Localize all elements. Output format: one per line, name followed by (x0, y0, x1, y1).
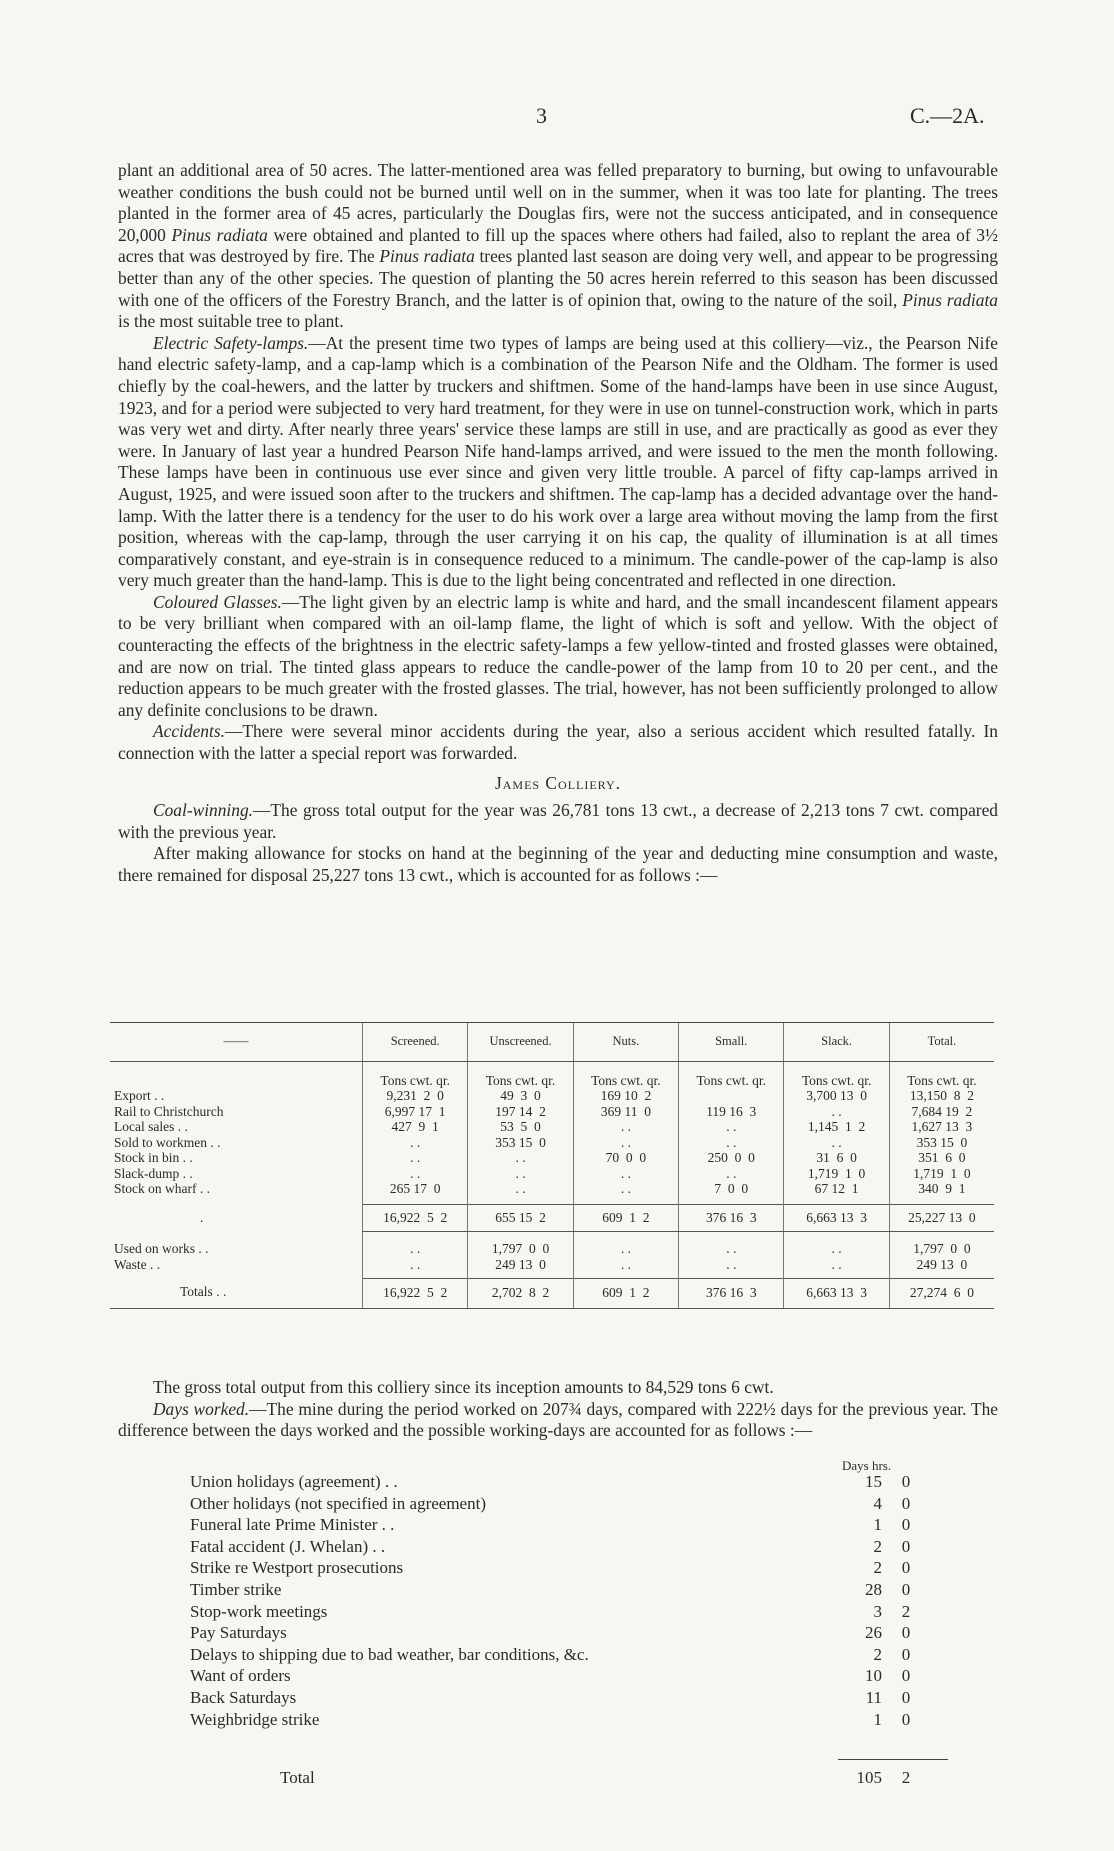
days-value: 2 (873, 1644, 882, 1664)
hours-value: 2 (901, 1601, 911, 1621)
text-run: trees planted last season are doing very well, and appear to be progressing better than any of the other species. The question of planting the 50 acres herein referred to this season has been discussed with one of the officers of the Forestry Branch, and the latter is of opinion that, owing to the nature of the soil, (118, 246, 998, 310)
row-label (110, 1278, 363, 1309)
table-cell: 1,719 1 0 (889, 1166, 994, 1182)
row-label-text: Stock on wharf (114, 1181, 197, 1196)
days-row (190, 1557, 950, 1578)
paragraph (118, 1399, 998, 1442)
row-label (110, 1150, 363, 1166)
days-value: 28 (865, 1580, 882, 1599)
table-cell: . . (679, 1119, 784, 1135)
table-cell: 249 13 0 (468, 1257, 573, 1273)
days-row (190, 1601, 950, 1622)
spacer (110, 1231, 363, 1241)
row-label (110, 1119, 363, 1135)
row-label (110, 1135, 363, 1151)
column-header: Nuts. (573, 1023, 678, 1062)
table-cell: 353 15 0 (889, 1135, 994, 1151)
table-cell: . . (573, 1241, 678, 1257)
table-cell: 1,145 1 2 (784, 1119, 889, 1135)
table-cell: 250 0 0 (679, 1150, 784, 1166)
hours-value: 0 (901, 1493, 911, 1513)
table-cell: . . (573, 1257, 678, 1273)
hours-value: 0 (901, 1472, 911, 1491)
paragraph (118, 1377, 998, 1399)
table-cell: . . (363, 1257, 468, 1273)
days-row (190, 1622, 950, 1643)
page-number: 3 (536, 103, 547, 128)
row-label (110, 1181, 363, 1197)
table-cell: 265 17 0 (363, 1181, 468, 1197)
table-row (110, 1104, 994, 1120)
paragraph (118, 333, 998, 592)
table-cell: 1,627 13 3 (889, 1119, 994, 1135)
days-label: Timber strike (190, 1580, 282, 1599)
days-label: Want of orders (190, 1666, 291, 1686)
table-cell: 353 15 0 (468, 1135, 573, 1151)
spacer (679, 1231, 784, 1241)
row-label-text: Totals (180, 1284, 213, 1299)
table-cell: . . (573, 1181, 678, 1197)
table-header-row (110, 1023, 994, 1062)
table-cell: . . (573, 1119, 678, 1135)
table-cell: 6,997 17 1 (363, 1104, 468, 1120)
days-value: 1 (873, 1709, 882, 1729)
leader-dots: . . (150, 1088, 165, 1103)
column-header: —— (110, 1023, 363, 1062)
text-run: were obtained and planted to fill up the spaces where others had failed, also to replant the area of 3½ acres that was destroyed by fire. The (118, 224, 998, 267)
days-label: Stop-work meetings (190, 1601, 328, 1621)
days-value: 10 (865, 1666, 882, 1686)
table-cell: 70 0 0 (573, 1150, 678, 1166)
table-cell: 13,150 8 2 (889, 1088, 994, 1104)
table-cell: . . (679, 1135, 784, 1151)
spacer (679, 1197, 784, 1205)
table-cell: . . (784, 1241, 889, 1257)
table-cell: 53 5 0 (468, 1119, 573, 1135)
spacer (468, 1231, 573, 1241)
table-row (110, 1181, 994, 1197)
column-header: Unscreened. (468, 1023, 573, 1062)
hours-value: 0 (901, 1623, 911, 1643)
table-row (110, 1241, 994, 1257)
days-row (190, 1767, 950, 1788)
hours-value: 0 (901, 1688, 911, 1707)
days-row (190, 1644, 950, 1665)
hours-value: 0 (901, 1644, 911, 1664)
days-label: Back Saturdays (190, 1688, 297, 1707)
production-table (110, 1023, 994, 1309)
days-total-rule (838, 1759, 948, 1760)
section-paragraphs (118, 800, 998, 886)
table-cell: 655 15 2 (468, 1205, 573, 1232)
days-label: Delays to shipping due to bad weather, bar conditions, &c. (190, 1644, 589, 1664)
leader-dots: . . (207, 1134, 221, 1150)
days-row (190, 1579, 950, 1600)
column-header: Screened. (363, 1023, 468, 1062)
body-text (118, 160, 998, 887)
table-cell: . . (468, 1181, 573, 1197)
table-cell: 249 13 0 (889, 1257, 994, 1273)
leader-dots: . . (195, 1241, 209, 1256)
units-label: Tons cwt. qr. (679, 1062, 784, 1089)
leader-dots: . . (174, 1119, 188, 1134)
paragraphs (118, 160, 998, 765)
row-label (110, 1104, 363, 1120)
days-value: 26 (865, 1623, 882, 1643)
spacer (468, 1197, 573, 1205)
table-cell: 6,663 13 3 (784, 1205, 889, 1232)
days-label: Weighbridge strike (190, 1709, 320, 1729)
days-row (190, 1514, 950, 1535)
table-cell: . . (784, 1257, 889, 1273)
text-run: —There were several minor accidents during the year, also a serious accident which resulted fatally. In connection with the latter a special report was forwarded. (118, 721, 998, 764)
text-run: —The light given by an electric lamp is white and hard, and the small incandescent filament appears to be very brilliant when compared with an oil-lamp flame, the light of which is soft and yellow. With the object of counteracting the effects of the brightness in the electric safety-lamps a few yellow-tinted and frosted glasses were obtained, and are now on trial. The tinted glass appears to reduce the candle-power of the lamp from 10 to 20 per cent., and the reduction appears to be much greater with the frosted glasses. The trial, however, has not been sufficiently prolonged to allow any definite conclusions to be drawn. (118, 591, 998, 720)
days-row (190, 1493, 950, 1514)
italic-run: Electric Safety-lamps. (153, 332, 309, 353)
italic-run: Pinus radiata (902, 289, 998, 310)
days-row (190, 1536, 950, 1557)
table-cell: 609 1 2 (573, 1205, 678, 1232)
hours-value: 0 (901, 1536, 911, 1556)
spacer (784, 1231, 889, 1241)
italic-run: Days worked. (153, 1398, 250, 1419)
table-cell: . . (363, 1135, 468, 1151)
table-cell: . . (363, 1241, 468, 1257)
table-cell: 3,700 13 0 (784, 1088, 889, 1104)
units-row (110, 1062, 994, 1089)
table-cell: 16,922 5 2 (363, 1205, 468, 1232)
column-header: Slack. (784, 1023, 889, 1062)
row-label-text: . (200, 1209, 204, 1225)
table-cell: 49 3 0 (468, 1088, 573, 1104)
row-label (110, 1257, 363, 1273)
paragraph (118, 592, 998, 722)
row-label-text: Export (114, 1088, 151, 1103)
table-cell: 1,797 0 0 (889, 1241, 994, 1257)
table-cell: 31 6 0 (784, 1150, 889, 1166)
hours-value: 0 (901, 1709, 911, 1729)
table-row (110, 1135, 994, 1151)
days-value: 105 (856, 1768, 882, 1787)
column-header: Small. (679, 1023, 784, 1062)
table-cell: 351 6 0 (889, 1150, 994, 1166)
table-cell: 609 1 2 (573, 1278, 678, 1309)
table-row (110, 1119, 994, 1135)
units-spacer (110, 1062, 363, 1089)
table-cell: 376 16 3 (679, 1205, 784, 1232)
table-row (110, 1205, 994, 1232)
days-label: Total (280, 1768, 315, 1787)
spacer (573, 1231, 678, 1241)
table-cell: . . (784, 1104, 889, 1120)
days-value: 2 (873, 1558, 882, 1578)
section-heading: James Colliery. (494, 772, 622, 793)
table-cell: 9,231 2 0 (363, 1088, 468, 1104)
days-label: Union holidays (agreement) . . (190, 1472, 398, 1491)
table-cell: . . (468, 1150, 573, 1166)
table-cell: 2,702 8 2 (468, 1278, 573, 1309)
table-row (110, 1150, 994, 1166)
table-row (110, 1088, 994, 1104)
italic-run: Accidents. (153, 721, 225, 742)
days-header: Days hrs. (842, 1458, 892, 1473)
document-reference: C.—2A. (910, 103, 985, 128)
leader-dots: . . (212, 1284, 227, 1299)
leader-dots: . . (179, 1165, 193, 1181)
days-value: 11 (865, 1688, 882, 1707)
hours-value: 2 (901, 1768, 911, 1787)
text-run: —The gross total output for the year was 26,781 tons 13 cwt., a decrease of 2,213 tons 7 cwt. compared with the previous year. (118, 800, 998, 842)
text-run: is the most suitable tree to plant. (118, 311, 344, 332)
row-label-text: Waste (114, 1256, 147, 1272)
leader-dots: . . (146, 1256, 161, 1272)
table-cell: . . (468, 1166, 573, 1182)
table-cell: 376 16 3 (679, 1278, 784, 1309)
italic-run: Coloured Glasses. (153, 591, 282, 612)
paragraph (118, 721, 998, 764)
days-row (190, 1665, 950, 1686)
row-label (110, 1088, 363, 1104)
table-cell: . . (363, 1166, 468, 1182)
row-label-text: Slack-dump (114, 1165, 180, 1181)
after-table-text (118, 1377, 998, 1442)
row-label-text: Sold to workmen (114, 1134, 207, 1150)
table-cell: . . (573, 1135, 678, 1151)
spacer (110, 1197, 363, 1205)
days-label: Other holidays (not specified in agreement) (190, 1493, 486, 1513)
spacer (363, 1197, 468, 1205)
units-label: Tons cwt. qr. (784, 1062, 889, 1089)
text-run: After making allowance for stocks on hand at the beginning of the year and deducting mine consumption and waste, there remained for disposal 25,227 tons 13 cwt., which is accounted for as follows :— (118, 843, 998, 885)
table-cell: . . (679, 1241, 784, 1257)
hours-value: 0 (901, 1515, 911, 1535)
row-label (110, 1205, 363, 1232)
days-value: 2 (873, 1536, 882, 1556)
text-run: plant an additional area of 50 acres. The latter-mentioned area was felled preparatory to burning, but owing to unfavourable weather conditions the bush could not be burned until well on in the summer, when it was too late for planting. The trees planted in the former area of 45 acres, particularly the Douglas firs, were not the success anticipated, and in consequence 20,000 (118, 160, 998, 245)
days-label: Strike re Westport prosecutions (190, 1558, 404, 1578)
table-cell: 16,922 5 2 (363, 1278, 468, 1309)
units-label: Tons cwt. qr. (468, 1062, 573, 1089)
spacer (784, 1197, 889, 1205)
days-label: Pay Saturdays (190, 1623, 287, 1643)
italic-run: Coal-winning. (153, 800, 254, 821)
table-row (110, 1166, 994, 1182)
table-cell: 427 9 1 (363, 1119, 468, 1135)
table-cell: 197 14 2 (468, 1104, 573, 1120)
days-value: 3 (873, 1601, 882, 1621)
hours-value: 0 (901, 1580, 911, 1599)
days-label: Funeral late Prime Minister . . (190, 1515, 395, 1535)
table-cell: 369 11 0 (573, 1104, 678, 1120)
table-cell (679, 1088, 784, 1104)
paragraph (118, 843, 998, 886)
text-run: —The mine during the period worked on 207¾ days, compared with 222½ days for the previous year. The difference between the days worked and the possible working-days are accounted for as follows :— (118, 1398, 998, 1441)
units-label: Tons cwt. qr. (363, 1062, 468, 1089)
row-label-text: Stock in bin (114, 1150, 180, 1165)
table-cell: 7 0 0 (679, 1181, 784, 1197)
spacer (573, 1197, 678, 1205)
leader-dots: . . (179, 1150, 193, 1165)
days-row (190, 1687, 950, 1708)
row-label (110, 1166, 363, 1182)
row-label-text: Local sales (114, 1119, 175, 1134)
table-cell: 25,227 13 0 (889, 1205, 994, 1232)
row-label (110, 1241, 363, 1257)
table-cell: 1,797 0 0 (468, 1241, 573, 1257)
hours-value: 0 (901, 1666, 911, 1686)
days-value: 15 (865, 1472, 882, 1491)
table-row (110, 1257, 994, 1273)
table-cell: . . (573, 1166, 678, 1182)
table-cell: 340 9 1 (889, 1181, 994, 1197)
leader-dots: . . (196, 1181, 210, 1196)
days-row (190, 1471, 950, 1492)
italic-run: Pinus radiata (379, 246, 475, 267)
table-cell: . . (784, 1135, 889, 1151)
days-value: 1 (873, 1515, 882, 1535)
table-cell: 67 12 1 (784, 1181, 889, 1197)
spacer (363, 1231, 468, 1241)
table-cell: 27,274 6 0 (889, 1278, 994, 1309)
text-run: —At the present time two types of lamps are being used at this colliery—viz., the Pearson Nife hand electric safety-lamp, and a cap-lamp which is a combination of the Pearson Nife and the Oldham. The former is used chiefly by the coal-hewers, and the latter by truckers and shiftmen. Some of the hand-lamps have been in use since August, 1923, and for a period were subjected to very hard treatment, for they were in use on tunnel-construction work, which in parts was very wet and dirty. After nearly three years' service these lamps are still in use, and are practically as good as ever they were. In January of last year a hundred Pearson Nife hand-lamps arrived, and were issued to the men the month following. These lamps have been in continuous use ever since and given very little trouble. A parcel of fifty cap-lamps arrived in August, 1925, and were issued soon after to the truckers and shiftmen. The cap-lamp has a decided advantage over the hand-lamp. With the latter there is a tendency for the user to do his work over a large area without moving the lamp from the first position, whereas with the cap-lamp, through the user carrying it on his cap, the quality of illumination is at all times comparatively constant, and eye-strain is in consequence reduced to a minimum. The candle-power of the cap-lamp is also very much greater than the hand-lamp. This is due to the light being concentrated and reflected in one direction. (118, 332, 998, 591)
table-cell: 7,684 19 2 (889, 1104, 994, 1120)
table-row (110, 1278, 994, 1309)
table-cell: 169 10 2 (573, 1088, 678, 1104)
table-cell: . . (363, 1150, 468, 1166)
units-label: Tons cwt. qr. (573, 1062, 678, 1089)
spacer (889, 1197, 994, 1205)
paragraph (118, 800, 998, 843)
table-cell: 6,663 13 3 (784, 1278, 889, 1309)
paragraph (118, 160, 998, 333)
table-cell: . . (679, 1166, 784, 1182)
days-value: 4 (873, 1493, 882, 1513)
text-run: The gross total output from this colliery since its inception amounts to 84,529 tons 6 cwt. (153, 1377, 774, 1397)
column-header: Total. (889, 1023, 994, 1062)
row-label-text: Used on works (114, 1241, 195, 1256)
units-label: Tons cwt. qr. (889, 1062, 994, 1089)
spacer (889, 1231, 994, 1241)
row-label-text: Rail to Christchurch (114, 1103, 224, 1119)
hours-value: 0 (901, 1558, 911, 1578)
table-cell: . . (679, 1257, 784, 1273)
days-row (190, 1709, 950, 1730)
days-label: Fatal accident (J. Whelan) . . (190, 1536, 386, 1556)
table-cell: 1,719 1 0 (784, 1166, 889, 1182)
table-cell: 119 16 3 (679, 1104, 784, 1120)
italic-run: Pinus radiata (171, 224, 268, 245)
